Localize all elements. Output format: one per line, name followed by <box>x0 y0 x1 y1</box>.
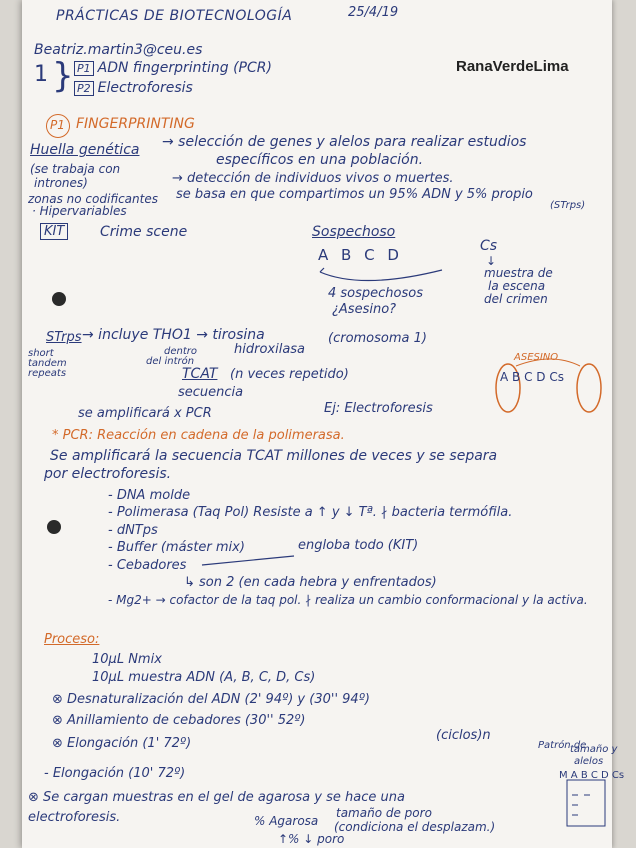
tcat: TCAT <box>182 366 218 382</box>
kit-box: KIT <box>40 224 68 239</box>
poro: ↑% ↓ poro <box>278 832 345 846</box>
repeats: repeats <box>28 368 67 379</box>
pcr-son2: ↳ son 2 (en cada hebra y enfrentados) <box>184 575 437 590</box>
condiciona: (condiciona el desplazam.) <box>334 820 496 834</box>
asesino-label: ASESINO <box>514 352 559 363</box>
cargan-2: electroforesis. <box>28 810 121 825</box>
punch-hole <box>52 292 66 306</box>
pcr-item-6: - Mg2+ → cofactor de la taq pol. ∤ realiza un cambio conformacional y la activa. <box>108 593 588 607</box>
ej-electroforesis: Ej: Electroforesis <box>324 401 433 416</box>
ciclos: (ciclos)n <box>436 728 491 743</box>
desnaturalizacion: ⊗ Desnaturalización del ADN (2' 94º) y (30'' 94º) <box>52 692 370 707</box>
page-title: PRÁCTICAS DE BIOTECNOLOGÍA <box>56 8 293 24</box>
huella-line-2: específicos en una población. <box>216 152 424 168</box>
muestra-2: la escena <box>488 279 546 293</box>
short: short <box>28 348 54 359</box>
pcr-title: * PCR: Reacción en cadena de la polimerasa. <box>52 428 345 443</box>
huella-label: Huella genética <box>30 142 140 158</box>
notebook-page <box>22 0 625 848</box>
pcr-item-4: - Buffer (máster mix) <box>108 540 245 555</box>
sosp-2: ¿Asesino? <box>332 302 397 317</box>
email: Beatriz.martin3@ceu.es <box>34 42 203 58</box>
gel-top: M A B C D Cs <box>559 770 625 781</box>
suspect-letters: A B C D <box>318 246 399 264</box>
section-title: FINGERPRINTING <box>76 116 195 132</box>
dentro: dentro <box>164 346 197 357</box>
patron-1: Patrón de <box>538 740 587 751</box>
patron-2: tamaño y <box>570 744 618 755</box>
pcr-engloba: engloba todo (KIT) <box>298 538 419 553</box>
pcr-line-1: Se amplificará la secuencia TCAT millones de veces y se separa <box>50 448 498 464</box>
amplificara: se amplificará x PCR <box>78 406 212 421</box>
pcr-item-5: - Cebadores <box>108 558 187 573</box>
patron-3: alelos <box>574 756 604 767</box>
strs-small: (STrps) <box>550 200 586 211</box>
cromosoma: (cromosoma 1) <box>328 331 427 346</box>
date: 25/4/19 <box>348 5 399 20</box>
anillamiento: ⊗ Anillamiento de cebadores (30'' 52º) <box>52 713 306 728</box>
secuencia: secuencia <box>178 385 244 400</box>
tandem: tandem <box>28 358 67 369</box>
p2-box: P2 <box>74 81 94 96</box>
brace: } <box>52 56 74 96</box>
pcr-item-1: - DNA molde <box>108 488 191 503</box>
intrones: intrones) <box>34 176 88 190</box>
deteccion: → detección de individuos vivos o muertes. <box>172 171 454 186</box>
tamano-poro: tamaño de poro <box>336 806 432 820</box>
cs-arrow: ↓ <box>486 254 497 268</box>
hidroxilasa: hidroxilasa <box>234 342 306 357</box>
agarosa: % Agarosa <box>254 814 319 828</box>
p1-text: ADN fingerprinting (PCR) <box>97 60 272 76</box>
elongacion-final: - Elongación (10' 72º) <box>44 766 186 781</box>
veces: (n veces repetido) <box>230 367 349 382</box>
zonas: zonas no codificantes <box>28 192 158 206</box>
basa: se basa en que compartimos un 95% ADN y 5% propio <box>176 187 533 202</box>
punch-hole <box>47 520 61 534</box>
p2-text: Electroforesis <box>97 80 193 96</box>
cargan-1: ⊗ Se cargan muestras en el gel de agarosa y se hace una <box>28 790 405 805</box>
pcr-line-2: por electroforesis. <box>44 466 172 482</box>
elongacion-ciclo: ⊗ Elongación (1' 72º) <box>52 736 192 751</box>
strs-label: STrps <box>46 330 82 345</box>
section-badge: P1 <box>50 118 65 132</box>
del-intron: del intrón <box>146 356 195 367</box>
pcr-item-3: - dNTps <box>108 523 158 538</box>
pcr-item-2: - Polimerasa (Taq Pol) Resiste a ↑ y ↓ Tª. ∤ bacteria termófila. <box>108 505 513 520</box>
cs-label: Cs <box>480 238 498 254</box>
sosp-1: 4 sospechosos <box>328 286 423 301</box>
gel-letters: A B C D Cs <box>500 370 564 384</box>
proceso-title: Proceso: <box>44 632 100 647</box>
crime-scene: Crime scene <box>100 224 188 240</box>
sospechoso-label: Sospechoso <box>312 224 396 240</box>
proceso-step-2: 10µL muestra ADN (A, B, C, D, Cs) <box>92 670 316 685</box>
practice-number: 1 <box>34 62 48 87</box>
huella-line-1: → selección de genes y alelos para realizar estudios <box>162 134 527 150</box>
se-trabaja: (se trabaja con <box>30 162 121 176</box>
muestra-3: del crimen <box>484 292 548 306</box>
muestra-1: muestra de <box>484 266 553 280</box>
p1-box: P1 <box>74 61 94 76</box>
watermark: RanaVerdeLima <box>456 58 569 75</box>
strs-incluye: → incluye THO1 → tirosina <box>82 327 265 343</box>
proceso-step-1: 10µL Nmix <box>92 652 162 667</box>
hipervariables: · Hipervariables <box>32 204 127 218</box>
